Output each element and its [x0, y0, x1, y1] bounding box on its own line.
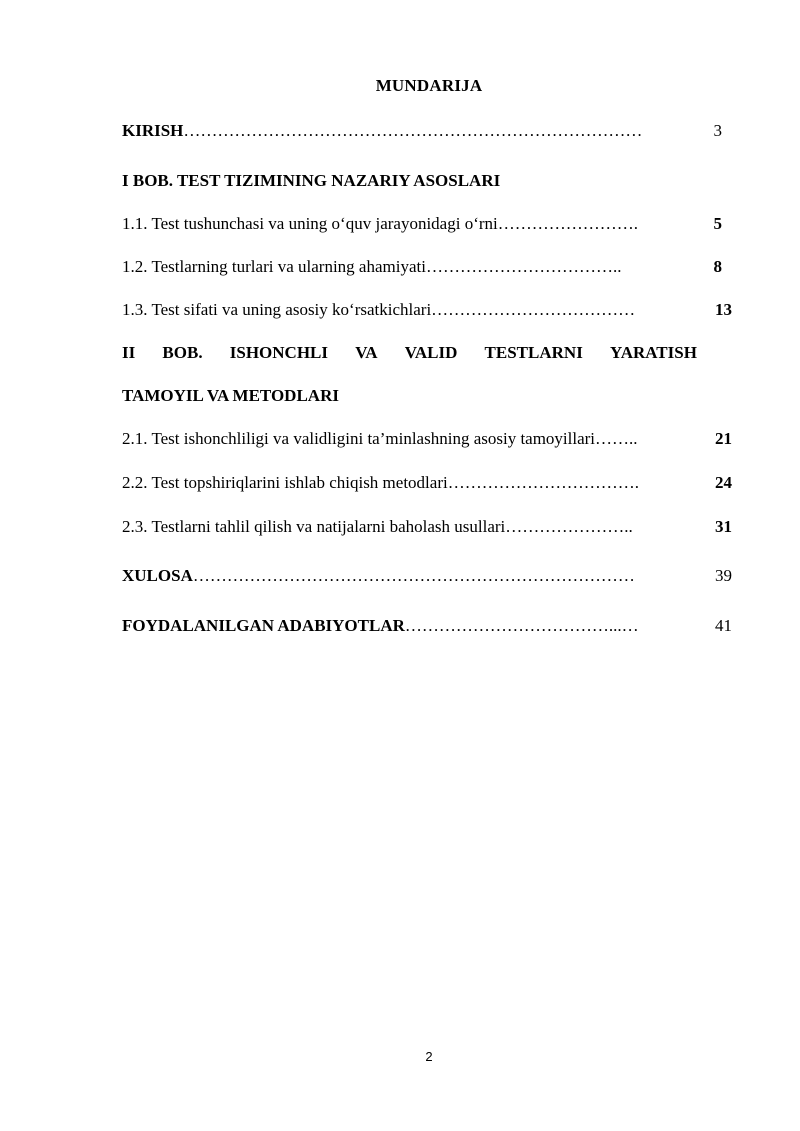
chapter-word: VA [355, 343, 378, 362]
toc-chapter-2-line-2[interactable]: TAMOYIL VA METODLARI [122, 386, 339, 405]
chapter-word: YARATISH [610, 343, 697, 362]
toc-entry-label: XULOSA [122, 566, 193, 585]
toc-entry-1-1[interactable] [122, 214, 732, 234]
chapter-word: VALID [404, 343, 458, 362]
toc-entry-leader: ……………………. [497, 214, 638, 233]
toc-entry-1-2[interactable] [122, 257, 732, 277]
toc-entry-adabiyotlar[interactable] [122, 616, 732, 636]
toc-entry-page: 41 [715, 616, 732, 635]
toc-entry-page: 21 [715, 429, 732, 448]
toc-entry-kirish[interactable] [122, 121, 732, 141]
toc-entry-2-1[interactable] [122, 429, 732, 449]
toc-entry-leader: ………………….. [505, 517, 633, 536]
toc-entry-leader: ……………………………… [431, 300, 636, 319]
toc-entry-page: 3 [713, 121, 722, 140]
toc-entry-label: 2.2. Test topshiriqlarini ishlab chiqish metodlari [122, 473, 448, 492]
toc-entry-page: 39 [715, 566, 732, 585]
toc-entry-label: 1.3. Test sifati va uning asosiy ko‘rsatkichlari [122, 300, 432, 319]
toc-entry-label: 2.3. Testlarni tahlil qilish va natijalarni baholash usullari [122, 517, 506, 536]
toc-entry-page: 13 [715, 300, 732, 319]
toc-chapter-1[interactable]: I BOB. TEST TIZIMINING NAZARIY ASOSLARI [122, 171, 501, 190]
toc-entry-xulosa[interactable] [122, 566, 732, 586]
page-number: 2 [425, 1049, 433, 1064]
toc-entry-2-2[interactable] [122, 473, 732, 493]
chapter-word: ISHONCHLI [229, 343, 329, 362]
toc-entry-page: 8 [713, 257, 722, 276]
toc-entry-leader: …….. [595, 429, 638, 448]
toc-entry-leader: ……………………………………………………………………… [183, 121, 643, 140]
toc-entry-2-3[interactable] [122, 517, 732, 537]
toc-entry-page: 5 [713, 214, 722, 233]
toc-entry-leader: …………………………….. [425, 257, 622, 276]
toc-entry-page: 24 [715, 473, 732, 492]
toc-entry-1-3[interactable] [122, 300, 732, 320]
toc-entry-leader: ………………………………...… [404, 616, 639, 635]
toc-entry-label: 2.1. Test ishonchliligi va validligini ta’minlashning asosiy tamoyillari [122, 429, 596, 448]
chapter-word: BOB. [162, 343, 203, 362]
toc-chapter-2-line-1[interactable] [122, 343, 697, 363]
toc-entry-label: 1.2. Testlarning turlari va ularning ahamiyati [122, 257, 426, 276]
toc-entry-label: FOYDALANILGAN ADABIYOTLAR [122, 616, 405, 635]
toc-title: MUNDARIJA [375, 76, 483, 95]
chapter-word: II [122, 343, 136, 362]
toc-entry-leader: …………………………………………………………………… [192, 566, 635, 585]
chapter-word: TESTLARNI [484, 343, 583, 362]
toc-entry-label: KIRISH [122, 121, 184, 140]
toc-entry-leader: ……………………………. [447, 473, 639, 492]
toc-entry-page: 31 [715, 517, 732, 536]
toc-entry-label: 1.1. Test tushunchasi va uning o‘quv jarayonidagi o‘rni [122, 214, 498, 233]
